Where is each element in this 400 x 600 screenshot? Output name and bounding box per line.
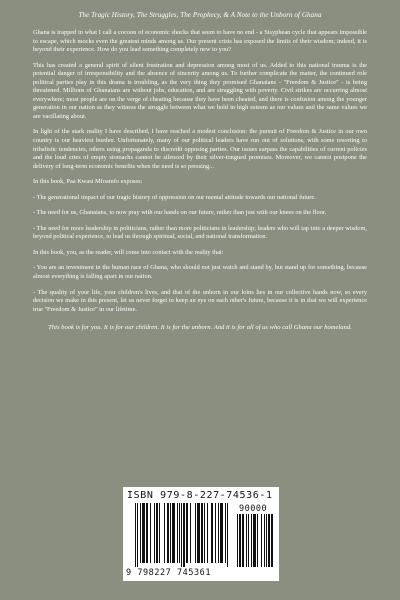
barcode-bar — [164, 503, 165, 563]
barcode-bar — [211, 503, 213, 563]
exposes-item: - The need for us, Ghanaians, to now pray with our hands on our future, rather than just with our knees on the floor. — [33, 209, 327, 217]
barcode-bar — [179, 503, 180, 563]
barcode-bar — [239, 514, 241, 567]
barcode-bar — [225, 503, 226, 563]
barcode-bar — [264, 514, 265, 567]
addon-code: 90000 — [239, 504, 268, 514]
ean-barcode-bars — [135, 503, 233, 567]
back-cover-title: The Tragic History, The Struggles, The Prophecy, & A Note to the Unborn of Ghana — [78, 11, 322, 19]
paragraph-conclusion: In light of the stark reality I have described, I have reached a modest conclusion: the pursuit of Freedom & Justice in our own country is our heaviest burden. Unfortunately, many of our political leaders have run out of solutions, with some resorting to tribalistic tendencies, others using propaganda to discredit opposing parties. Our issues surpass the capabilities of current policies and the loud cries of empty stomachs cannot be silenced by their silver-tongued promises. Moreover, we cannot postpone the delivery of long-term economic benefits when the need is so pressing... — [33, 128, 367, 170]
closing-statement: This book is for you. It is for our children. It is for the unborn. And it is for all of us who call Ghana our homeland. — [48, 324, 352, 332]
barcode-bar — [204, 503, 205, 563]
barcode-bar — [248, 514, 249, 567]
paragraph-reality-intro: In this book, you, as the reader, will come into contact with the reality that: — [33, 248, 224, 256]
barcode-bar — [159, 503, 160, 563]
barcode-bar — [167, 503, 169, 563]
reality-item: - You are an investment in the human race of Ghana, who should not just watch and stand by, but stand up for something, because almost everything is falling apart in our nation. — [33, 264, 367, 281]
paragraph-exposes-intro: In this book, Paa Kwasi Mfoamfo exposes: — [33, 178, 143, 186]
exposes-item: - The generational impact of our tragic history of oppression on our mental attitude towards our national future. — [33, 193, 316, 201]
barcode-bar — [271, 514, 273, 567]
ean-digits: 9 798227 745361 — [126, 568, 212, 578]
barcode-bar — [195, 503, 196, 563]
barcode-bar — [242, 514, 244, 567]
barcode-bar — [137, 503, 138, 567]
isbn-label: ISBN 979-8-227-74536-1 — [127, 490, 273, 501]
barcode-bar — [186, 503, 188, 563]
barcode-bar — [150, 503, 151, 563]
barcode-bar — [170, 503, 171, 563]
barcode-bar — [215, 503, 216, 563]
barcode-bar — [237, 514, 238, 567]
barcode-bar — [220, 503, 223, 563]
barcode-bar — [135, 503, 136, 567]
barcode-bar — [142, 503, 145, 563]
barcode-bar — [207, 503, 208, 563]
barcode-bar — [177, 503, 178, 563]
isbn-barcode — [123, 487, 279, 581]
barcode-bar — [268, 514, 270, 567]
paragraph-economic-shocks: Ghana is trapped in what I call a cocoon of economic shocks that seem to have no end - a Sisyphean cycle that appears impossible to escape, which mocks even the greatest minds among us. Our present crisis has exposed the limits of their wisdom; indeed, it is beyond their experience. How do you lead something completely new to you? — [33, 29, 367, 54]
barcode-bar — [172, 503, 175, 563]
barcode-bar — [183, 503, 185, 567]
barcode-bar — [181, 503, 182, 567]
barcode-bar — [156, 503, 158, 563]
barcode-bar — [190, 503, 191, 563]
barcode-bar — [218, 503, 219, 563]
barcode-bar — [140, 503, 141, 563]
exposes-item: - The need for more leadership in politicians, rather than more politicians in leadership; leaders who will tap into a deeper wisdom, beyond political experience, to lead us through spiritual, social, and national transformation. — [33, 224, 367, 241]
barcode-bar — [154, 503, 155, 563]
addon-barcode-bars — [237, 514, 273, 567]
barcode-bar — [251, 514, 252, 567]
barcode-bar — [246, 514, 247, 567]
barcode-bar — [197, 503, 200, 563]
reality-item: - The quality of your life, your children's lives, and that of the unborn in our loins lies in our collective hands now, so every decision we make in this present, let us never forget to keep an eye on each other's future, because it is in that we will experience true "Freedom & Justice" in our lifetime. — [33, 288, 367, 313]
barcode-bar — [253, 514, 256, 567]
barcode-bar — [201, 503, 203, 563]
barcode-bar — [227, 503, 228, 567]
barcode-bar — [266, 514, 267, 567]
barcode-bar — [257, 514, 258, 567]
paragraph-frustration: This has created a general spirit of silent frustration and depression among most of us. Added to this national trauma is the potential danger of irresponsibility and the absence of sincerity among us. To further complicate the matter, the continued role political parties play in this drama is troubling, as the very thing they promised Ghanaians - "Freedom & Justice" - is being threatened. Millions of Ghanaians are without jobs, education, and are struggling with poverty. Civil strikes are occurring almost everywhere; most people are on the verge of cheating because they have been cheated, and there is confusion among the younger generation in our nation as they witness the struggle between what we hold in high esteem as our values and the same values we are vacillating about. — [33, 61, 367, 120]
barcode-bar — [261, 514, 262, 567]
barcode-bar — [146, 503, 148, 563]
